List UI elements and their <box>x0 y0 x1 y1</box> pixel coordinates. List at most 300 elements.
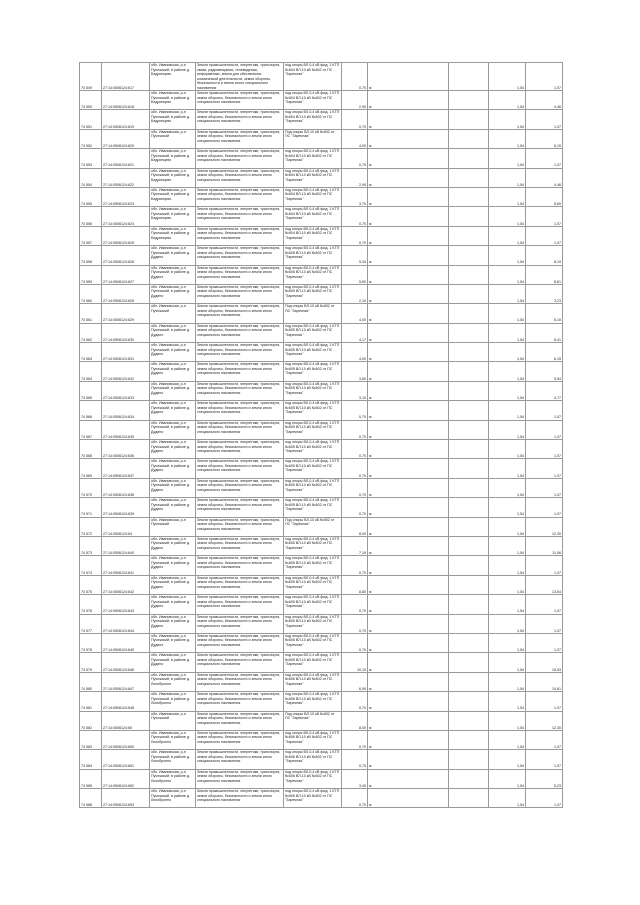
table-row <box>80 595 563 614</box>
table-row <box>80 730 563 749</box>
cadastral-number-cell: 27:14:0506124:620 <box>102 129 150 148</box>
blank-cell <box>449 517 489 536</box>
blank-cell <box>449 304 489 323</box>
cadastral-number-cell: 27:14:0506124:632 <box>102 362 150 381</box>
address-cell: обл. Ивановская, р-н Пучежский, в районе д. Бедринцево <box>150 91 196 110</box>
cost-cell: 8,61 <box>526 265 563 284</box>
land-category-cell: Земли промышленности, энергетики, транспорта, земли обороны, безопасности и земли иного специального назначения <box>196 149 284 168</box>
cadastral-number-cell: 27:14:0506124:627 <box>102 265 150 284</box>
cost-cell: 1,07 <box>526 207 563 226</box>
area-cell: 4,17 <box>342 323 368 342</box>
land-category-cell: Земли промышленности, энергетики, транспорта, земли обороны, безопасности и земли иного специального назначения <box>196 711 284 730</box>
cost-cell: 1,07 <box>526 614 563 633</box>
permitted-use-cell: под опоры ВЛ-0,4 кВ фид. 1 КТП №605 ВЛ-10 кВ №602 от ПС "Заречная" <box>284 440 342 459</box>
table-row <box>80 304 563 323</box>
cadastral-number-cell: 27:14:0506124:617 <box>102 63 150 91</box>
blank-cell <box>449 730 489 749</box>
unit-cell: м <box>368 187 449 206</box>
land-category-cell: Земли промышленности, энергетики, транспорта, земли обороны, безопасности и земли иного специального назначения <box>196 459 284 478</box>
permitted-use-cell: Под опоры ВЛ-10 кВ №602 от ПС "Заречная" <box>284 129 342 148</box>
blank-cell <box>449 168 489 187</box>
address-cell: обл. Ивановская, р-н Пучежский <box>150 711 196 730</box>
cadastral-number-cell: 27:14:0506124:640 <box>102 536 150 555</box>
unit-cell: м <box>368 149 449 168</box>
permitted-use-cell: под опоры ВЛ-0,4 кВ фид. 1 КТП №605 ВЛ-10 кВ №602 от ПС "Заречная" <box>284 478 342 497</box>
cost-cell: 1,07 <box>526 401 563 420</box>
row-number-cell: 74 579 <box>80 653 102 672</box>
table-row <box>80 692 563 711</box>
area-cell: 8,00 <box>342 517 368 536</box>
permitted-use-cell: Под опоры ВЛ-10 кВ №602 от ПС "Заречная" <box>284 304 342 323</box>
row-number-cell: 74 559 <box>80 265 102 284</box>
address-cell: обл. Ивановская, р-н Пучежский, в районе д. Дудино <box>150 595 196 614</box>
address-cell: обл. Ивановская, р-н Пучежский, в районе д. Дудино <box>150 556 196 575</box>
land-category-cell: Земли промышленности, энергетики, транспорта, земли обороны, безопасности и земли иного специального назначения <box>196 614 284 633</box>
permitted-use-cell: под опоры ВЛ-0,4 кВ фид. 1 КТП №605 ВЛ-10 кВ №602 от ПС "Заречная" <box>284 265 342 284</box>
unit-cell: м <box>368 614 449 633</box>
permitted-use-cell: Под опоры ВЛ-10 кВ №602 от ПС "Заречная" <box>284 711 342 730</box>
cadastral-number-cell: 27:14:0506124:652 <box>102 769 150 788</box>
address-cell: обл. Ивановская, р-н Пучежский, в районе д. Дудино <box>150 440 196 459</box>
cadastral-number-cell: 27:14:0506124:636 <box>102 440 150 459</box>
cadastral-number-cell: 27:14:0506124:638 <box>102 478 150 497</box>
table-body <box>80 63 563 808</box>
blank-cell <box>449 343 489 362</box>
table-row <box>80 226 563 245</box>
table-row <box>80 246 563 265</box>
permitted-use-cell: под опоры ВЛ-0,4 кВ фид. 1 КТП №604 ВЛ-10 кВ №602 от ПС "Заречная" <box>284 187 342 206</box>
row-number-cell: 74 576 <box>80 595 102 614</box>
unit-cell: м <box>368 226 449 245</box>
blank-cell <box>449 653 489 672</box>
price-cell: 1,54 <box>489 187 526 206</box>
blank-cell <box>449 420 489 439</box>
blank-cell <box>449 789 489 808</box>
area-cell: 3,60 <box>342 362 368 381</box>
row-number-cell: 74 550 <box>80 91 102 110</box>
price-cell: 1,54 <box>489 653 526 672</box>
cost-cell: 10,61 <box>526 672 563 691</box>
area-cell: 0,70 <box>342 633 368 652</box>
unit-cell: м <box>368 168 449 187</box>
price-cell: 1,54 <box>489 91 526 110</box>
cadastral-number-cell: 27:14:0506124:653 <box>102 789 150 808</box>
permitted-use-cell: под опоры ВЛ-0,4 кВ фид. 1 КТП №605 ВЛ-10 кВ №602 от ПС "Заречная" <box>284 653 342 672</box>
land-category-cell: Земли промышленности, энергетики, транспорта, земли обороны, безопасности и земли иного специального назначения <box>196 653 284 672</box>
permitted-use-cell: под опоры ВЛ-0,4 кВ фид. 1 КТП №605 ВЛ-10 кВ №602 от ПС "Заречная" <box>284 343 342 362</box>
permitted-use-cell: под опоры ВЛ-0,4 кВ фид. 1 КТП №606 ВЛ-10 кВ №602 от ПС "Заречная" <box>284 750 342 769</box>
unit-cell: м <box>368 304 449 323</box>
cost-cell: 1,07 <box>526 459 563 478</box>
cost-cell: 5,69 <box>526 187 563 206</box>
cadastral-number-cell: 27:14:0506124:625 <box>102 226 150 245</box>
cadastral-number-cell: 27:14:0506124:641 <box>102 556 150 575</box>
permitted-use-cell: Под опоры ВЛ-10 кВ №602 от ПС "Заречная" <box>284 517 342 536</box>
price-cell: 1,54 <box>489 692 526 711</box>
area-cell: 0,70 <box>342 478 368 497</box>
blank-cell <box>449 633 489 652</box>
cadastral-number-cell: 27:14:0506124:621 <box>102 149 150 168</box>
cost-cell: 1,07 <box>526 692 563 711</box>
table-row <box>80 575 563 594</box>
permitted-use-cell: под опоры ВЛ-0,4 кВ фид. 1 КТП №604 ВЛ-10 кВ №602 от ПС "Заречная" <box>284 149 342 168</box>
cadastral-number-cell: 27:14:0506124:64 <box>102 517 150 536</box>
price-cell: 1,54 <box>489 420 526 439</box>
permitted-use-cell: под опоры ВЛ-0,4 кВ фид. 1 КТП №605 ВЛ-10 кВ №602 от ПС "Заречная" <box>284 381 342 400</box>
address-cell: обл. Ивановская, р-н Пучежский <box>150 129 196 148</box>
area-cell: 7,19 <box>342 536 368 555</box>
permitted-use-cell: под опоры ВЛ-0,4 кВ фид. 1 КТП №605 ВЛ-10 кВ №602 от ПС "Заречная" <box>284 595 342 614</box>
cadastral-number-cell: 27:14:0506124:651 <box>102 750 150 769</box>
address-cell: обл. Ивановская, р-н Пучежский, в районе д. Бедринцево <box>150 110 196 129</box>
address-cell: обл. Ивановская, р-н Пучежский <box>150 517 196 536</box>
land-category-cell: Земли промышленности, энергетики, транспорта, земли обороны, безопасности и земли иного специального назначения <box>196 304 284 323</box>
land-category-cell: Земли промышленности, энергетики, транспорта, земли обороны, безопасности и земли иного специального назначения <box>196 168 284 187</box>
row-number-cell: 74 578 <box>80 633 102 652</box>
address-cell: обл. Ивановская, р-н Пучежский, в районе д. Дудино <box>150 653 196 672</box>
address-cell: обл. Ивановская, р-н Пучежский, в районе д. Дудино <box>150 420 196 439</box>
cost-cell: 8,19 <box>526 246 563 265</box>
row-number-cell: 74 564 <box>80 362 102 381</box>
cost-cell: 15,53 <box>526 653 563 672</box>
permitted-use-cell: под опоры ВЛ-0,4 кВ фид. 1 КТП №604 ВЛ-10 кВ №602 от ПС "Заречная" <box>284 207 342 226</box>
table-row <box>80 498 563 517</box>
row-number-cell: 74 574 <box>80 556 102 575</box>
row-number-cell: 74 551 <box>80 110 102 129</box>
land-category-cell: Земли промышленности, энергетики, транспорта, земли обороны, безопасности и земли иного специального назначения <box>196 129 284 148</box>
cost-cell: 5,23 <box>526 769 563 788</box>
row-number-cell: 74 558 <box>80 246 102 265</box>
area-cell: 0,70 <box>342 498 368 517</box>
row-number-cell: 74 575 <box>80 575 102 594</box>
address-cell: обл. Ивановская, р-н Пучежский, в районе д. Дудино <box>150 265 196 284</box>
blank-cell <box>449 595 489 614</box>
area-cell: 0,70 <box>342 614 368 633</box>
row-number-cell: 74 572 <box>80 517 102 536</box>
cost-cell: 1,07 <box>526 440 563 459</box>
cost-cell: 1,07 <box>526 633 563 652</box>
area-cell: 0,70 <box>342 149 368 168</box>
price-cell: 1,54 <box>489 284 526 303</box>
cost-cell: 6,15 <box>526 129 563 148</box>
blank-cell <box>449 323 489 342</box>
row-number-cell: 74 549 <box>80 63 102 91</box>
address-cell: обл. Ивановская, р-н Пучежский, в районе д. Бедринцево <box>150 187 196 206</box>
table-row <box>80 323 563 342</box>
address-cell: обл. Ивановская, р-н Пучежский, в районе д. Бедринцево <box>150 226 196 245</box>
permitted-use-cell: под опоры ВЛ-0,4 кВ фид. 1 КТП №604 ВЛ-10 кВ №602 от ПС "Заречная" <box>284 63 342 91</box>
price-cell: 1,54 <box>489 614 526 633</box>
price-cell: 1,54 <box>489 343 526 362</box>
blank-cell <box>449 459 489 478</box>
price-cell: 1,54 <box>489 769 526 788</box>
permitted-use-cell: под опоры ВЛ-0,4 кВ фид. 1 КТП №605 ВЛ-10 кВ №602 от ПС "Заречная" <box>284 323 342 342</box>
price-cell: 1,54 <box>489 595 526 614</box>
row-number-cell: 74 561 <box>80 304 102 323</box>
land-category-cell: Земли промышленности, энергетики, транспорта, земли обороны, безопасности и земли иного специального назначения <box>196 750 284 769</box>
permitted-use-cell: под опоры ВЛ-0,4 кВ фид. 1 КТП №606 ВЛ-10 кВ №602 от ПС "Заречная" <box>284 672 342 691</box>
land-category-cell: Земли промышленности, энергетики, транспорта, земли обороны, безопасности и земли иного специального назначения <box>196 246 284 265</box>
unit-cell: м <box>368 750 449 769</box>
table-row <box>80 401 563 420</box>
row-number-cell: 74 580 <box>80 672 102 691</box>
row-number-cell: 74 573 <box>80 536 102 555</box>
blank-cell <box>449 91 489 110</box>
table-row <box>80 207 563 226</box>
cost-cell: 1,07 <box>526 750 563 769</box>
permitted-use-cell: под опоры ВЛ-0,4 кВ фид. 1 КТП №605 ВЛ-10 кВ №602 от ПС "Заречная" <box>284 246 342 265</box>
area-cell: 0,70 <box>342 692 368 711</box>
land-category-cell: Земли промышленности, энергетики, транспорта, земли обороны, безопасности и земли иного специального назначения <box>196 789 284 808</box>
area-cell: 5,60 <box>342 265 368 284</box>
price-cell: 1,54 <box>489 168 526 187</box>
row-number-cell: 74 557 <box>80 226 102 245</box>
cadastral-number-cell: 27:14:0506124:650 <box>102 730 150 749</box>
row-number-cell: 74 570 <box>80 478 102 497</box>
row-number-cell: 74 566 <box>80 401 102 420</box>
cadastral-number-cell: 27:14:0506124:630 <box>102 323 150 342</box>
row-number-cell: 74 556 <box>80 207 102 226</box>
cadastral-number-cell: 27:14:0506124:648 <box>102 692 150 711</box>
unit-cell: м <box>368 323 449 342</box>
blank-cell <box>449 692 489 711</box>
table-row <box>80 517 563 536</box>
table-row <box>80 440 563 459</box>
cost-cell: 1,07 <box>526 63 563 91</box>
area-cell: 2,90 <box>342 168 368 187</box>
cost-cell: 5,54 <box>526 362 563 381</box>
address-cell: обл. Ивановская, р-н Пучежский, в районе д. Дудино <box>150 614 196 633</box>
blank-cell <box>449 614 489 633</box>
land-category-cell: Земли промышленности, энергетики, транспорта, земли обороны, безопасности и земли иного специального назначения <box>196 343 284 362</box>
cost-cell: 1,07 <box>526 478 563 497</box>
table-row <box>80 110 563 129</box>
address-cell: обл. Ивановская, р-н Пучежский, в районе д. Лихобронно <box>150 730 196 749</box>
cost-cell: 1,07 <box>526 730 563 749</box>
area-cell: 8,80 <box>342 575 368 594</box>
row-number-cell: 74 582 <box>80 711 102 730</box>
unit-cell: м <box>368 440 449 459</box>
row-number-cell: 74 555 <box>80 187 102 206</box>
area-cell: 3,10 <box>342 381 368 400</box>
cadastral-number-cell: 27:14:0506124:645 <box>102 633 150 652</box>
cost-cell: 6,15 <box>526 304 563 323</box>
cost-cell: 1,07 <box>526 110 563 129</box>
price-cell: 1,54 <box>489 401 526 420</box>
land-category-cell: Земли промышленности, энергетики, транспорта, земли обороны, безопасности и земли иного специального назначения <box>196 440 284 459</box>
blank-cell <box>449 207 489 226</box>
unit-cell: м <box>368 536 449 555</box>
blank-cell <box>449 246 489 265</box>
blank-cell <box>449 478 489 497</box>
area-cell: 0,70 <box>342 63 368 91</box>
cadastral-number-cell: 27:14:0506124:619 <box>102 110 150 129</box>
row-number-cell: 74 553 <box>80 149 102 168</box>
price-cell: 1,54 <box>489 711 526 730</box>
cost-cell: 1,07 <box>526 226 563 245</box>
cost-cell: 13,54 <box>526 575 563 594</box>
area-cell: 5,34 <box>342 246 368 265</box>
price-cell: 1,54 <box>489 381 526 400</box>
table-row <box>80 711 563 730</box>
permitted-use-cell: под опоры ВЛ-0,4 кВ фид. 1 КТП №606 ВЛ-10 кВ №602 от ПС "Заречная" <box>284 730 342 749</box>
cost-cell: 11,06 <box>526 536 563 555</box>
cadastral-number-cell: 27:14:0506124:622 <box>102 168 150 187</box>
land-category-cell: Земли промышленности, энергетики, транспорта, земли обороны, безопасности и земли иного специального назначения <box>196 536 284 555</box>
table-row <box>80 343 563 362</box>
area-cell: 4,00 <box>342 304 368 323</box>
area-cell: 0,70 <box>342 401 368 420</box>
address-cell: обл. Ивановская, р-н Пучежский, в районе д. Дудино <box>150 284 196 303</box>
price-cell: 1,54 <box>489 730 526 749</box>
row-number-cell: 74 563 <box>80 343 102 362</box>
permitted-use-cell: под опоры ВЛ-0,4 кВ фид. 1 КТП №605 ВЛ-10 кВ №602 от ПС "Заречная" <box>284 362 342 381</box>
table-row <box>80 63 563 91</box>
unit-cell: м <box>368 362 449 381</box>
price-cell: 1,54 <box>489 304 526 323</box>
blank-cell <box>449 498 489 517</box>
cost-cell: 1,07 <box>526 556 563 575</box>
address-cell: обл. Ивановская, р-н Пучежский, в районе д. Дудино <box>150 343 196 362</box>
cadastral-number-cell: 27:14:0506124:634 <box>102 401 150 420</box>
row-number-cell: 74 567 <box>80 420 102 439</box>
permitted-use-cell: под опоры ВЛ-0,4 кВ фид. 1 КТП №605 ВЛ-10 кВ №602 от ПС "Заречная" <box>284 498 342 517</box>
area-cell: 10,10 <box>342 653 368 672</box>
area-cell: 2,90 <box>342 91 368 110</box>
unit-cell: м <box>368 207 449 226</box>
unit-cell: м <box>368 595 449 614</box>
table-row <box>80 129 563 148</box>
land-category-cell: Земли промышленности, энергетики, транспорта, земли обороны, безопасности и земли иного специального назначения <box>196 420 284 439</box>
row-number-cell: 74 586 <box>80 789 102 808</box>
cost-cell: 4,46 <box>526 91 563 110</box>
price-cell: 1,54 <box>489 226 526 245</box>
unit-cell: м <box>368 575 449 594</box>
unit-cell: м <box>368 129 449 148</box>
permitted-use-cell: под опоры ВЛ-0,4 кВ фид. 1 КТП №605 ВЛ-10 кВ №602 от ПС "Заречная" <box>284 536 342 555</box>
land-category-cell: Земли промышленности, энергетики, транспорта, земли обороны, безопасности и земли иного специального назначения <box>196 575 284 594</box>
permitted-use-cell: под опоры ВЛ-0,4 кВ фид. 1 КТП №605 ВЛ-10 кВ №602 от ПС "Заречная" <box>284 284 342 303</box>
price-cell: 1,54 <box>489 633 526 652</box>
area-cell: 3,70 <box>342 187 368 206</box>
row-number-cell: 74 581 <box>80 692 102 711</box>
cadastral-number-cell: 27:14:0506124:643 <box>102 595 150 614</box>
address-cell: обл. Ивановская, р-н Пучежский, в районе д. Дудино <box>150 478 196 497</box>
permitted-use-cell: под опоры ВЛ-0,4 кВ фид. 1 КТП №604 ВЛ-10 кВ №602 от ПС "Заречная" <box>284 110 342 129</box>
table-row <box>80 614 563 633</box>
unit-cell: м <box>368 672 449 691</box>
area-cell: 4,00 <box>342 129 368 148</box>
land-category-cell: Земли промышленности, энергетики, транспорта, земли обороны, безопасности и земли иного специального назначения <box>196 498 284 517</box>
table-row <box>80 91 563 110</box>
area-cell: 0,70 <box>342 595 368 614</box>
cost-cell: 3,23 <box>526 284 563 303</box>
price-cell: 1,54 <box>489 750 526 769</box>
permitted-use-cell: под опоры ВЛ-0,4 кВ фид. 1 КТП №605 ВЛ-10 кВ №602 от ПС "Заречная" <box>284 459 342 478</box>
cadastral-number-cell: 27:14:0506124:624 <box>102 207 150 226</box>
cost-cell: 1,07 <box>526 595 563 614</box>
land-category-cell: Земли промышленности, энергетики, транспорта, земли обороны, безопасности и земли иного специального назначения <box>196 633 284 652</box>
table-row <box>80 362 563 381</box>
area-cell: 0,70 <box>342 110 368 129</box>
cadastral-number-cell: 27:14:0506124:647 <box>102 672 150 691</box>
area-cell: 4,00 <box>342 343 368 362</box>
cadastral-number-cell: 27:14:0506124:642 <box>102 575 150 594</box>
cost-cell: 6,41 <box>526 323 563 342</box>
cadastral-number-cell: 27:14:0506124:639 <box>102 498 150 517</box>
table-row <box>80 653 563 672</box>
land-category-cell: Земли промышленности, энергетики, транспорта, земли обороны, безопасности и земли иного специального назначения <box>196 478 284 497</box>
blank-cell <box>449 440 489 459</box>
price-cell: 1,54 <box>489 362 526 381</box>
land-category-cell: Земли промышленности, энергетики, транспорта, земли обороны, безопасности и земли иного специального назначения <box>196 226 284 245</box>
price-cell: 1,54 <box>489 246 526 265</box>
permitted-use-cell: под опоры ВЛ-0,4 кВ фид. 1 КТП №605 ВЛ-10 кВ №602 от ПС "Заречная" <box>284 556 342 575</box>
address-cell: обл. Ивановская, р-н Пучежский, в районе д. Лихобронно <box>150 769 196 788</box>
address-cell: обл. Ивановская, р-н Пучежский, в районе д. Бедринцево <box>150 207 196 226</box>
land-category-cell: Земли промышленности, энергетики, транспорта, земли обороны, безопасности и земли иного специального назначения <box>196 692 284 711</box>
price-cell: 1,54 <box>489 672 526 691</box>
unit-cell: м <box>368 63 449 91</box>
price-cell: 1,54 <box>489 110 526 129</box>
area-cell: 0,70 <box>342 420 368 439</box>
address-cell: обл. Ивановская, р-н Пучежский, в районе д. Дудино <box>150 323 196 342</box>
permitted-use-cell: под опоры ВЛ-0,4 кВ фид. 1 КТП №605 ВЛ-10 кВ №602 от ПС "Заречная" <box>284 614 342 633</box>
row-number-cell: 74 560 <box>80 284 102 303</box>
cadastral-number-cell: 27:14:0506124:633 <box>102 381 150 400</box>
cost-cell: 4,77 <box>526 381 563 400</box>
price-cell: 1,54 <box>489 478 526 497</box>
area-cell: 0,70 <box>342 556 368 575</box>
blank-cell <box>449 226 489 245</box>
address-cell: обл. Ивановская, р-н Пучежский, в районе д. Дудино <box>150 498 196 517</box>
price-cell: 1,54 <box>489 498 526 517</box>
table-row <box>80 536 563 555</box>
address-cell: обл. Ивановская, р-н Пучежский, в районе д. Бедринцево <box>150 168 196 187</box>
cost-cell: 12,30 <box>526 711 563 730</box>
permitted-use-cell: под опоры ВЛ-0,4 кВ фид. 1 КТП №605 ВЛ-10 кВ №602 от ПС "Заречная" <box>284 401 342 420</box>
land-register-table <box>79 62 563 808</box>
address-cell: обл. Ивановская, р-н Пучежский, в районе д. Дудино <box>150 536 196 555</box>
area-cell: 3,40 <box>342 769 368 788</box>
land-category-cell: Земли промышленности, энергетики, транспорта, земли обороны, безопасности и земли иного специального назначения <box>196 207 284 226</box>
cadastral-number-cell: 27:14:0506124:629 <box>102 304 150 323</box>
address-cell: обл. Ивановская, р-н Пучежский, в районе д. Лихобронно <box>150 672 196 691</box>
blank-cell <box>449 110 489 129</box>
address-cell: обл. Ивановская, р-н Пучежский, в районе д. Лихобронно <box>150 789 196 808</box>
land-category-cell: Земли промышленности, энергетики, транспорта, земли обороны, безопасности и земли иного специального назначения <box>196 265 284 284</box>
cost-cell: 6,15 <box>526 343 563 362</box>
blank-cell <box>449 556 489 575</box>
blank-cell <box>449 284 489 303</box>
land-category-cell: Земли промышленности, энергетики, транспорта, земли обороны, безопасности и земли иного специального назначения <box>196 401 284 420</box>
cadastral-number-cell: 27:14:0506124:635 <box>102 420 150 439</box>
area-cell: 2,10 <box>342 284 368 303</box>
table-row <box>80 381 563 400</box>
address-cell: обл. Ивановская, р-н Пучежский, в районе д. Бедринцево <box>150 149 196 168</box>
row-number-cell: 74 583 <box>80 730 102 749</box>
row-number-cell: 74 569 <box>80 459 102 478</box>
blank-cell <box>449 750 489 769</box>
cost-cell: 1,07 <box>526 498 563 517</box>
area-cell: 0,70 <box>342 440 368 459</box>
unit-cell: м <box>368 633 449 652</box>
price-cell: 1,54 <box>489 323 526 342</box>
price-cell: 1,54 <box>489 149 526 168</box>
permitted-use-cell: под опоры ВЛ-0,4 кВ фид. 1 КТП №604 ВЛ-10 кВ №602 от ПС "Заречная" <box>284 226 342 245</box>
cost-cell: 1,07 <box>526 789 563 808</box>
row-number-cell: 74 565 <box>80 381 102 400</box>
